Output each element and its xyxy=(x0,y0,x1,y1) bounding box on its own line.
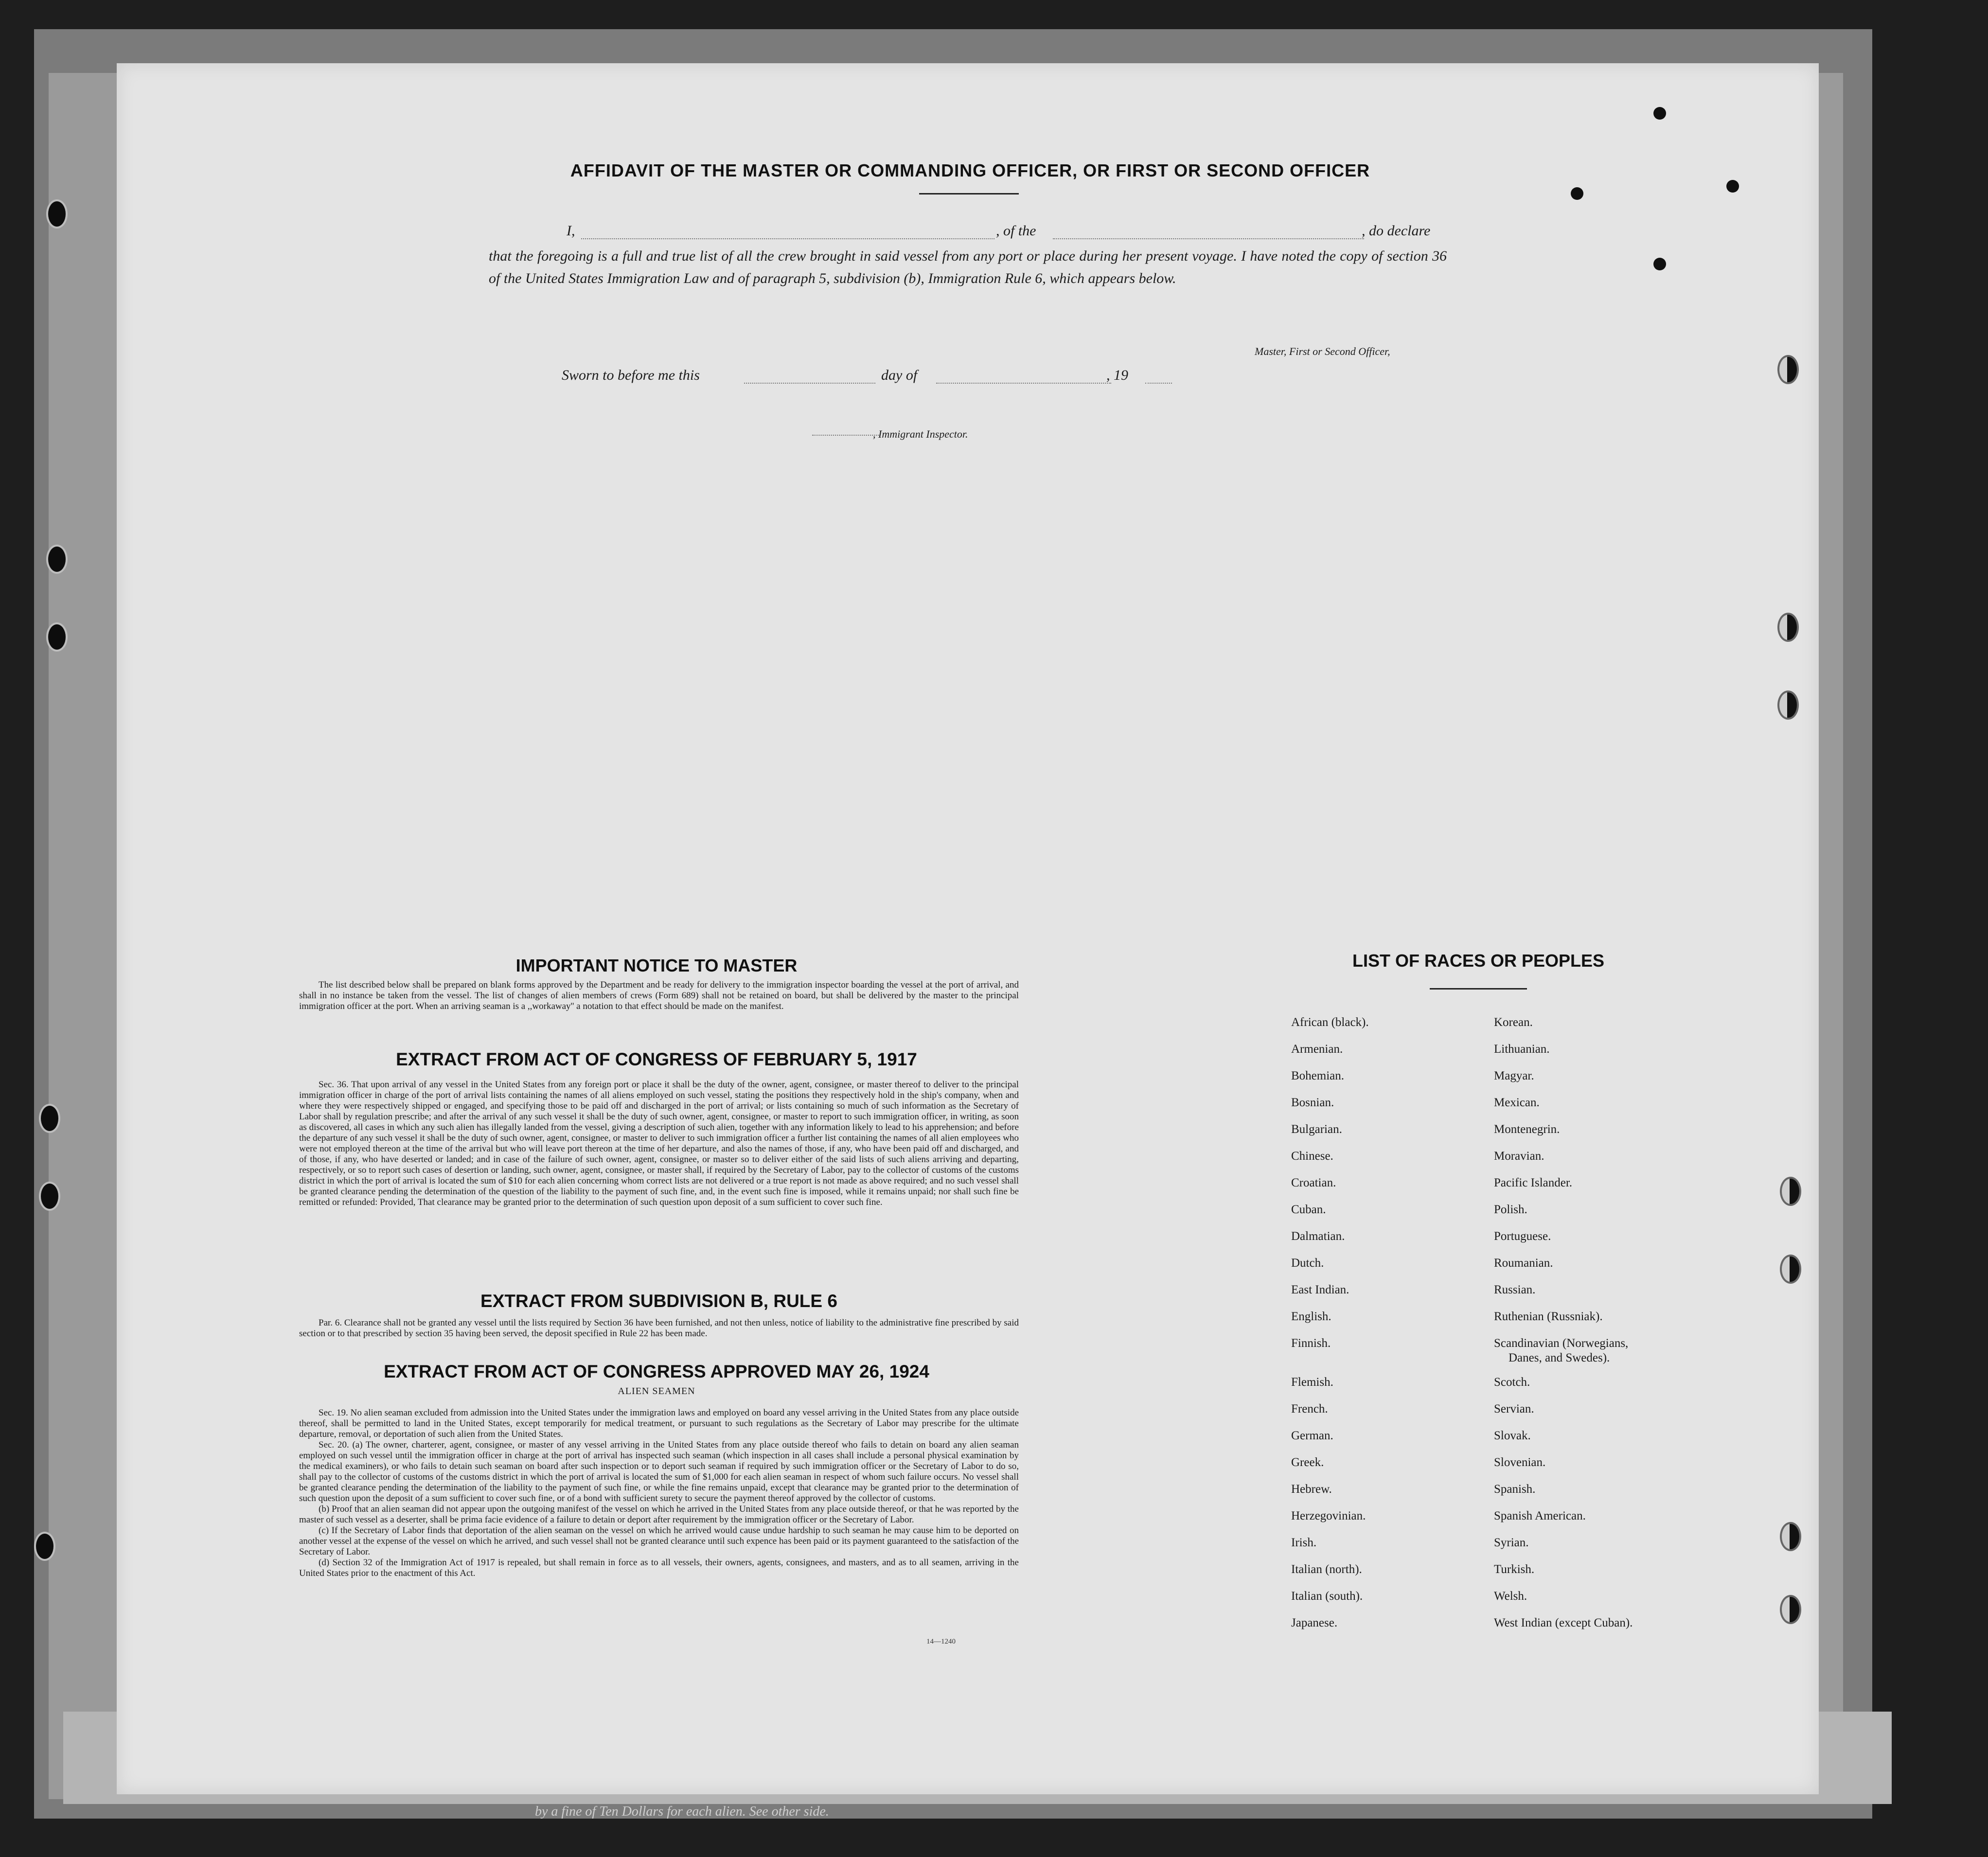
race-item: English. xyxy=(1291,1310,1331,1323)
race-item: Cuban. xyxy=(1291,1203,1326,1216)
extract-rule6-paragraph: Par. 6. Clearance shall not be granted any vessel until the lists required by Section 36 have been furnished, and not then unless, notice of liability to the administrative fine prescribed by said section or to that prescribed by section 35 having been served, the deposit specified in Rule 22 has been made. xyxy=(299,1318,1019,1339)
race-item: Hebrew. xyxy=(1291,1483,1332,1496)
race-item: Bohemian. xyxy=(1291,1069,1345,1082)
affidavit-i-label: I, xyxy=(567,223,575,239)
race-item: Japanese. xyxy=(1291,1616,1338,1629)
binder-hole-icon xyxy=(46,622,68,652)
binder-hole-icon xyxy=(46,199,68,229)
sworn-day-blank xyxy=(744,372,875,384)
race-item: Scotch. xyxy=(1494,1376,1530,1389)
race-item: East Indian. xyxy=(1291,1283,1349,1296)
race-item: Italian (south). xyxy=(1291,1590,1363,1603)
race-item: Slovenian. xyxy=(1494,1456,1546,1469)
affidavit-title: AFFIDAVIT OF THE MASTER OR COMMANDING OFFICER, OR FIRST OR SECOND OFFICER xyxy=(570,160,1370,180)
extract-1924-title: EXTRACT FROM ACT OF CONGRESS APPROVED MAY 26, 1924 xyxy=(384,1362,929,1381)
day-of-label: day of xyxy=(881,367,918,383)
race-item: Greek. xyxy=(1291,1456,1324,1469)
year-label: , 19 xyxy=(1106,367,1128,383)
punch-hole-icon xyxy=(1780,1522,1801,1551)
races-title-underline xyxy=(1430,988,1527,990)
race-item: Slovak. xyxy=(1494,1429,1531,1442)
race-item: Spanish. xyxy=(1494,1483,1536,1496)
punch-hole-icon xyxy=(1777,355,1799,384)
race-item: Pacific Islander. xyxy=(1494,1176,1573,1189)
race-item: Korean. xyxy=(1494,1016,1533,1029)
extract-1917-title: EXTRACT FROM ACT OF CONGRESS OF FEBRUARY 5, 1917 xyxy=(396,1049,917,1069)
race-item: Turkish. xyxy=(1494,1563,1535,1576)
race-item: Croatian. xyxy=(1291,1176,1336,1189)
binder-hole-icon xyxy=(46,545,68,574)
ink-spot-icon xyxy=(1571,187,1583,200)
extract-1917-paragraph: Sec. 36. That upon arrival of any vessel in the United States from any foreign port or place it shall be the duty of the owner, agent, consignee, or master thereof to deliver to the principal immigration officer in charge of the port of arrival lists containing the names of all aliens employed on such vessel, stating the positions they respectively hold in the ship's company, when and where they were respectively shipped or engaged, and specifying those to be paid off and discharged in the port of arrival; or lists containing so much of such information as the Secretary of Labor shall by regulation prescribe; and after the arrival of any such vessel it shall be the duty of such owner, agent, consignee, or master to report to such immigration officer, in writing, as soon as discovered, all cases in which any such alien has illegally landed from the vessel, giving a description of such alien, together with any information likely to lead to his apprehension; and before the departure of any such vessel it shall be the duty of such owner, agent, consignee, or master to deliver to such immigration officer a further list containing the names of all alien employees who were not employed thereon at the time of the arrival but who will leave port thereon at the time of her departure, and also the names of those, if any, who have been paid off and discharged, and of those, if any, who have deserted or landed; and in case of the failure of such owner, agent, consignee, or master so to deliver either of the said lists of such aliens arriving and departing, respectively, or so to report such cases of desertion or landing, such owner, agent, consignee, or master shall, if required by the Secretary of Labor, pay to the collector of customs of the customs district in which the port of arrival is located the sum of $10 for each alien concerning whom correct lists are not delivered or a true report is not made as above required; and no such vessel shall be granted clearance pending the determination of the question of the liability to the payment of such fine, and, in the event such fine is imposed, while it remains unpaid; nor shall such fine be remitted or refunded: Provided, That clearance may be granted prior to the determination of such question upon deposit of a sum sufficient to cover such fine. xyxy=(299,1079,1019,1207)
title-underline xyxy=(919,193,1019,195)
race-item: Armenian. xyxy=(1291,1043,1343,1056)
race-item: African (black). xyxy=(1291,1016,1369,1029)
race-item: West Indian (except Cuban). xyxy=(1494,1616,1633,1629)
binder-hole-icon xyxy=(39,1104,60,1133)
extract-1924-paragraph: (d) Section 32 of the Immigration Act of 1917 is repealed, but shall remain in force as to all vessels, their owners, agents, consignees, and masters, and as to all seamen, arriving in the United States prior to the enactment of this Act. xyxy=(299,1557,1019,1578)
race-item: Ruthenian (Russniak). xyxy=(1494,1310,1603,1323)
race-item: Flemish. xyxy=(1291,1376,1333,1389)
extract-rule6-title: EXTRACT FROM SUBDIVISION B, RULE 6 xyxy=(480,1291,837,1311)
race-item: Syrian. xyxy=(1494,1536,1529,1549)
race-item: Bosnian. xyxy=(1291,1096,1334,1109)
ink-spot-icon xyxy=(1653,107,1666,120)
ink-spot-icon xyxy=(1653,258,1666,270)
race-item: Lithuanian. xyxy=(1494,1043,1550,1056)
race-item: Servian. xyxy=(1494,1402,1534,1415)
race-item: Russian. xyxy=(1494,1283,1536,1296)
race-item: Magyar. xyxy=(1494,1069,1534,1082)
race-item: Mexican. xyxy=(1494,1096,1540,1109)
race-item: Chinese. xyxy=(1291,1150,1333,1163)
affidavit-statement: that the foregoing is a full and true list of all the crew brought in said vessel from any port or place during her present voyage. I have noted the copy of section 36 of the United States Immigration Law and of paragraph 5, subdivision (b), Immigration Rule 6, which appears below. xyxy=(489,248,1447,286)
punch-hole-icon xyxy=(1777,613,1799,642)
race-item: Italian (north). xyxy=(1291,1563,1362,1576)
race-item: Portuguese. xyxy=(1494,1230,1551,1243)
race-item: Herzegovinian. xyxy=(1291,1509,1366,1522)
notice-paragraph: The list described below shall be prepared on blank forms approved by the Department and be ready for delivery to the immigration inspector boarding the vessel at the port of arrival, and shall in no instance be taken from the vessel. The list of changes of alien members of crews (Form 689) shall not be retained on board, but shall be delivered by the master to the principal immigration officer at the port. When an arriving seaman is a ,,workaway'' a notation to that effect should be made on the manifest. xyxy=(299,980,1019,1011)
inspector-label: , Immigrant Inspector. xyxy=(873,428,968,440)
race-item: Spanish American. xyxy=(1494,1509,1586,1522)
binder-hole-icon xyxy=(39,1182,60,1211)
race-item: Dalmatian. xyxy=(1291,1230,1345,1243)
extract-1924-paragraph: (b) Proof that an alien seaman did not appear upon the outgoing manifest of the vessel on which he arrived in the United States from any place outside thereof, or that he was reported by the master of such vessel as a deserter, shall be prima facie evidence of a failure to detain or deport after requirement by the immigration officer or the Secretary of Labor. xyxy=(299,1504,1019,1525)
alien-seamen-subtitle: ALIEN SEAMEN xyxy=(618,1386,695,1397)
inspector-blank xyxy=(812,424,880,436)
extract-1924-text xyxy=(299,1408,1019,1579)
name-blank xyxy=(581,228,994,239)
sworn-month-blank xyxy=(936,372,1111,384)
ink-spot-icon xyxy=(1726,180,1739,193)
race-item: French. xyxy=(1291,1402,1328,1415)
vessel-blank xyxy=(1053,228,1364,239)
extract-1917-text xyxy=(299,1079,1019,1208)
do-declare-label: , do declare xyxy=(1362,223,1431,239)
extract-rule6-text xyxy=(299,1318,1019,1339)
races-title: LIST OF RACES OR PEOPLES xyxy=(1352,951,1605,971)
race-item: Roumanian. xyxy=(1494,1256,1553,1270)
race-item: Moravian. xyxy=(1494,1150,1544,1163)
race-item: Welsh. xyxy=(1494,1590,1527,1603)
race-item: German. xyxy=(1291,1429,1333,1442)
race-item: Polish. xyxy=(1494,1203,1527,1216)
sworn-year-blank xyxy=(1145,372,1172,384)
race-item: Finnish. xyxy=(1291,1337,1331,1350)
binder-hole-icon xyxy=(34,1532,55,1561)
form-number: 14—1240 xyxy=(926,1638,956,1645)
race-item: Bulgarian. xyxy=(1291,1123,1342,1136)
punch-hole-icon xyxy=(1780,1595,1801,1624)
race-item: Irish. xyxy=(1291,1536,1317,1549)
extract-1924-paragraph: (c) If the Secretary of Labor finds that deportation of the alien seaman on the vessel on which he arrived would cause undue hardship to such seaman he may cause him to be deported on another vessel at the expense of the vessel on which he arrived, and such vessel shall not be granted clearance until such expence has been paid or its payment guaranteed to the satisfaction of the Secretary of Labor. xyxy=(299,1525,1019,1557)
extract-1924-paragraph: Sec. 20. (a) The owner, charterer, agent, consignee, or master of any vessel arriving in the United States from any place outside thereof who fails to detain on board any alien seaman employed on such vessel until the immigration officer in charge at the port of arrival has inspected such seaman (which inspection in all cases shall include a personal physical examination by the medical examiners), or who fails to detain such seaman on board after such inspection or to deport such seaman if required by such immigration officer or the Secretary of Labor to do so, shall pay to the collector of customs of the customs district in which the port of arrival is located the sum of $1,000 for each alien seaman in respect of whom such failure occurs. No vessel shall be granted clearance pending the determination of the liability to the payment of such fine, or while the fine remains unpaid, except that clearance may be granted prior to the determination of such question upon the deposit of a sum sufficient to cover such fine, or of a bond with sufficient surety to secure the payment thereof approved by the collector of customs. xyxy=(299,1440,1019,1503)
extract-1924-paragraph: Sec. 19. No alien seaman excluded from admission into the United States under the immigration laws and employed on board any vessel arriving in the United States from any place outside thereof, shall be permitted to land in the United States, except temporarily for medical treatment, or pursuant to such regulations as the Secretary of Labor may prescribe for the ultimate departure, removal, or deportation of such alien from the United States. xyxy=(299,1408,1019,1439)
sworn-label: Sworn to before me this xyxy=(562,367,700,383)
race-item: Dutch. xyxy=(1291,1256,1324,1270)
race-item: Montenegrin. xyxy=(1494,1123,1560,1136)
race-item: Danes, and Swedes). xyxy=(1509,1351,1610,1364)
underlying-page-text: by a fine of Ten Dollars for each alien. See other side. xyxy=(535,1804,829,1819)
punch-hole-icon xyxy=(1780,1255,1801,1284)
punch-hole-icon xyxy=(1777,690,1799,720)
notice-title: IMPORTANT NOTICE TO MASTER xyxy=(515,955,798,975)
of-the-label: , of the xyxy=(996,223,1036,239)
punch-hole-icon xyxy=(1780,1177,1801,1206)
notice-text xyxy=(299,980,1019,1012)
master-signature-label: Master, First or Second Officer, xyxy=(1255,345,1390,357)
race-item: Scandinavian (Norwegians, xyxy=(1494,1337,1629,1350)
